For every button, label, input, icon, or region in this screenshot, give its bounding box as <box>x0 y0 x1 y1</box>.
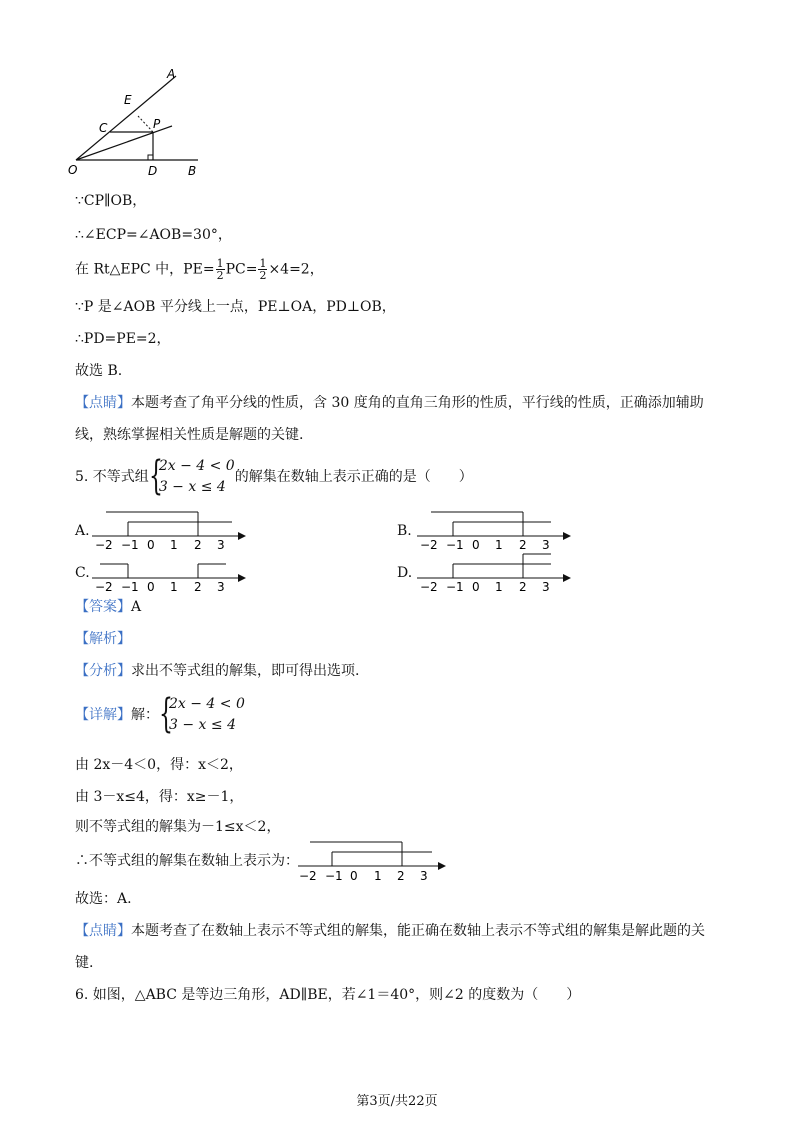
step-4: ∴不等式组的解集在数轴上表示为： <box>75 853 299 869</box>
svg-text:2: 2 <box>519 538 527 550</box>
svg-text:−2: −2 <box>95 580 113 592</box>
line-angle-ecp: ∴∠ECP=∠AOB=30°， <box>75 227 232 243</box>
option-a-number-line[interactable] <box>90 506 250 550</box>
svg-text:2: 2 <box>194 538 202 550</box>
page-footer: 第3页/共22页 <box>356 1094 438 1109</box>
svg-text:2: 2 <box>519 580 527 592</box>
step-2: 由 3－x≤4，得：x≥－1， <box>75 789 244 805</box>
label-o: O <box>68 163 78 177</box>
inequality-system: { 2x − 4 < 0 3 − x ≤ 4 <box>148 453 235 499</box>
question-5: 5. 不等式组 { 2x − 4 < 0 3 − x ≤ 4 的解集在数轴上表示正确的是（ ） <box>75 453 473 499</box>
line-pd-pe: ∴PD=PE=2， <box>75 331 171 347</box>
svg-text:−1: −1 <box>446 580 464 592</box>
svg-text:−1: −1 <box>121 538 139 550</box>
svg-text:3: 3 <box>542 580 550 592</box>
step-5: 故选：A. <box>75 891 132 907</box>
svg-text:0: 0 <box>350 869 358 882</box>
analysis-tag: 【解析】 <box>75 631 131 647</box>
svg-text:2: 2 <box>194 580 202 592</box>
pe-calc-b: PC= <box>225 261 258 278</box>
dianjing-q5-1: 【点睛】本题考查了在数轴上表示不等式组的解集，能正确在数轴上表示不等式组的解集是解此题的关 <box>75 923 705 939</box>
svg-text:−2: −2 <box>299 869 317 882</box>
label-b: B <box>188 164 197 178</box>
dianjing-q5-2: 键. <box>75 955 94 971</box>
solution-number-line <box>296 836 456 882</box>
svg-text:0: 0 <box>472 538 480 550</box>
pe-calc-c: ×4=2， <box>268 261 324 278</box>
fenxi-line: 【分析】求出不等式组的解集，即可得出选项. <box>75 663 360 679</box>
answer-line: 【答案】A <box>75 599 142 615</box>
svg-text:−1: −1 <box>325 869 343 882</box>
line-cp-parallel: ∵CP∥OB， <box>75 193 147 209</box>
step-1: 由 2x－4＜0，得：x＜2， <box>75 757 243 773</box>
svg-text:2: 2 <box>397 869 405 882</box>
svg-text:3: 3 <box>217 538 225 550</box>
option-d-number-line[interactable] <box>415 548 575 592</box>
option-a-label[interactable]: A. <box>75 523 90 539</box>
fraction-half: $\frac{1}{2}$ <box>216 257 224 282</box>
fraction-half-2: $\frac{1}{2}$ <box>259 257 267 282</box>
svg-text:0: 0 <box>147 538 155 550</box>
detail-line: 【详解】解： { 2x − 4 < 0 3 − x ≤ 4 <box>75 691 245 737</box>
question-6: 6. 如图，△ABC 是等边三角形，AD∥BE，若∠1＝40°，则∠2 的度数为（ ） <box>75 987 581 1003</box>
svg-text:0: 0 <box>147 580 155 592</box>
svg-text:0: 0 <box>472 580 480 592</box>
label-d: D <box>148 164 158 178</box>
svg-text:1: 1 <box>170 538 178 550</box>
inequality-system-2: { 2x − 4 < 0 3 − x ≤ 4 <box>159 691 245 737</box>
svg-text:−2: −2 <box>95 538 113 550</box>
svg-text:1: 1 <box>495 580 503 592</box>
label-e: E <box>124 93 132 107</box>
option-c-number-line[interactable] <box>90 548 250 592</box>
svg-text:−2: −2 <box>420 538 438 550</box>
svg-text:1: 1 <box>495 538 503 550</box>
line-choose-b: 故选 B. <box>75 363 123 379</box>
option-d-label[interactable]: D. <box>397 565 413 581</box>
label-c: C <box>99 121 108 135</box>
step-3: 则不等式组的解集为－1≤x＜2， <box>75 819 281 835</box>
line-pe-calc <box>75 258 324 281</box>
option-c-label[interactable]: C. <box>75 565 90 581</box>
pe-calc-a: 在 Rt△EPC 中，PE= <box>75 261 215 278</box>
label-a: A <box>167 67 176 81</box>
svg-text:−1: −1 <box>121 580 139 592</box>
svg-text:3: 3 <box>542 538 550 550</box>
svg-text:3: 3 <box>217 580 225 592</box>
svg-text:1: 1 <box>374 869 382 882</box>
option-b-number-line[interactable] <box>415 506 575 550</box>
line-dianjing-2: 线，熟练掌握相关性质是解题的关键. <box>75 427 304 443</box>
option-b-label[interactable]: B. <box>397 523 412 539</box>
line-dianjing-1: 【点睛】本题考查了角平分线的性质，含 30 度角的直角三角形的性质，平行线的性质，正确添加辅助 <box>75 395 704 411</box>
line-bisector: ∵P 是∠AOB 平分线上一点，PE⊥OA，PD⊥OB， <box>75 299 396 315</box>
svg-text:−1: −1 <box>446 538 464 550</box>
svg-text:−2: −2 <box>420 580 438 592</box>
svg-text:3: 3 <box>420 869 428 882</box>
label-p: P <box>153 117 161 131</box>
svg-text:1: 1 <box>170 580 178 592</box>
angle-bisector-figure <box>66 64 216 182</box>
